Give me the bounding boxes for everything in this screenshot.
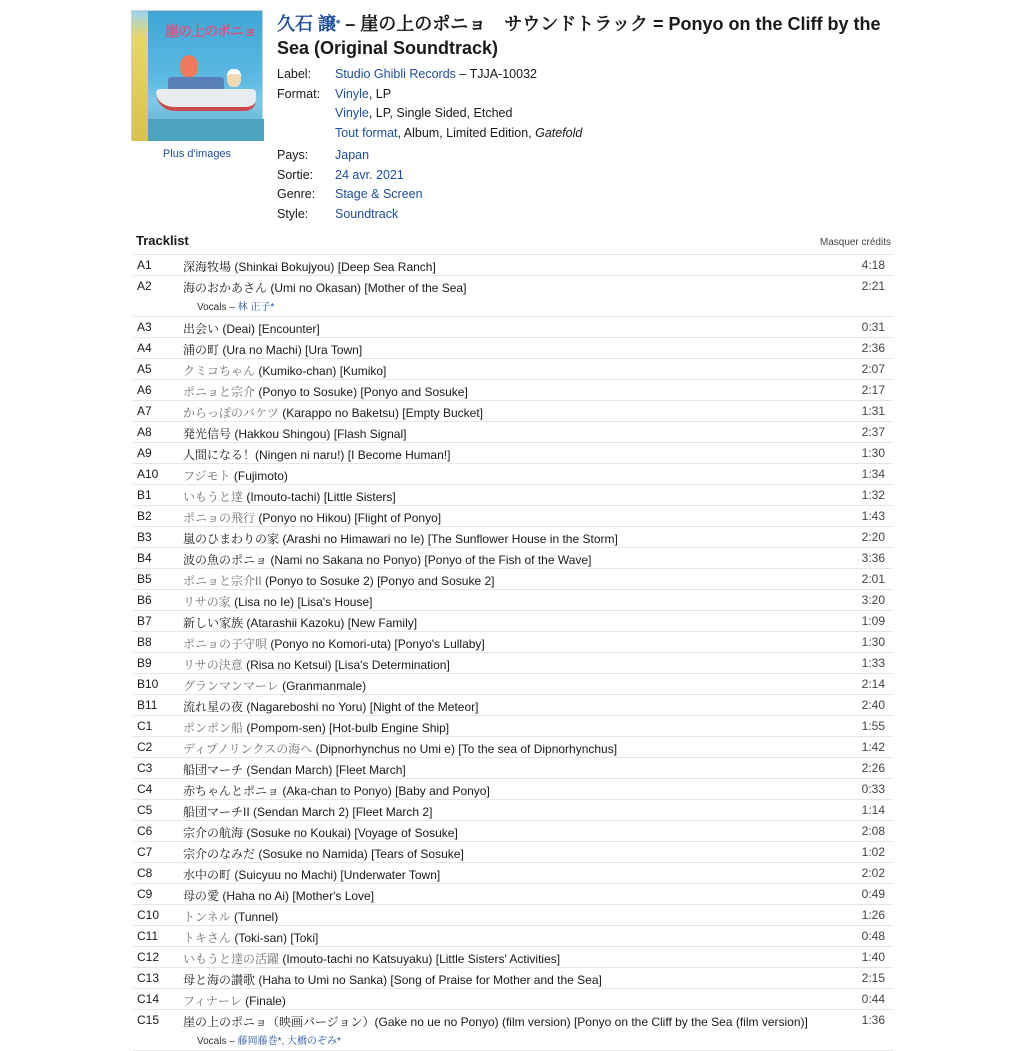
track-title: (Risa no Ketsui) [Lisa's Determination]	[242, 658, 450, 672]
track-position: B3	[137, 530, 152, 544]
cover-section	[131, 10, 263, 160]
track-row	[133, 653, 893, 674]
track-duration: 2:07	[861, 362, 885, 376]
track-position: C15	[137, 1013, 160, 1027]
track-duration: 1:34	[861, 467, 885, 481]
track-position: A8	[137, 425, 152, 439]
track-title-jp: ディプノリンクスの海へ	[183, 742, 313, 756]
profile-row-genre	[277, 185, 887, 205]
track-duration: 2:14	[861, 677, 885, 691]
track-title-jp: 水中の町	[183, 868, 232, 882]
profile-row-format	[277, 85, 887, 144]
track-title-jp: ポンポン船	[183, 721, 244, 735]
track-duration: 0:31	[861, 320, 885, 334]
track-position: B8	[137, 635, 152, 649]
release-title-text: – 崖の上のポニョ サウンドトラック = Ponyo on the Cliff by the Sea (Original Soundtrack)	[277, 14, 881, 58]
track-row	[133, 758, 893, 779]
track-position: C8	[137, 866, 153, 880]
track-title-cell	[183, 404, 833, 421]
track-duration: 3:20	[861, 593, 885, 607]
format-detail: , Album, Limited Edition,	[397, 125, 536, 140]
track-position: B10	[137, 677, 159, 691]
profile-row-style	[277, 205, 887, 225]
track-title: (Ponyo no Komori-uta) [Ponyo's Lullaby]	[267, 637, 485, 651]
track-row	[133, 255, 893, 276]
ponyo-figure	[180, 55, 198, 77]
track-row	[133, 716, 893, 737]
track-position: C11	[137, 929, 159, 943]
track-title-cell	[183, 824, 833, 841]
track-title: (Ponyo no Hikou) [Flight of Ponyo]	[255, 511, 442, 525]
format-detail: , LP, Single Sided, Etched	[368, 106, 513, 120]
track-row	[133, 821, 893, 842]
track-title-cell	[183, 782, 833, 799]
track-title-jp: 海のおかあさん	[183, 281, 268, 295]
track-title-cell	[183, 551, 833, 568]
track-row	[133, 506, 893, 527]
track-duration: 1:55	[861, 719, 885, 733]
track-duration: 2:08	[861, 824, 885, 838]
track-title-cell	[183, 425, 833, 442]
track-title-cell	[183, 971, 833, 988]
track-title-jp: いもうと達の活躍	[183, 952, 280, 966]
track-title-jp: からっぽのバケツ	[183, 406, 279, 420]
track-title: (Toki-san) [Toki]	[231, 931, 319, 945]
track-row	[133, 569, 893, 590]
track-title: (Arashi no Himawari no Ie) [The Sunflower House in the Storm]	[279, 532, 618, 546]
release-date-link[interactable]: 24 avr. 2021	[335, 167, 404, 182]
track-title-jp: 崖の上のポニョ（映画バージョン）	[183, 1015, 375, 1029]
track-duration: 2:02	[861, 866, 885, 880]
profile-row-released	[277, 166, 887, 186]
track-title-jp: 嵐のひまわりの家	[183, 532, 280, 546]
track-title: (Ponyo to Sosuke 2) [Ponyo and Sosuke 2]	[261, 574, 495, 588]
track-row	[133, 884, 893, 905]
track-rows	[133, 255, 893, 1051]
track-row	[133, 485, 893, 506]
track-title: (Ningen ni naru!) [I Become Human!]	[255, 448, 451, 462]
track-position: A3	[137, 320, 152, 334]
track-position: C12	[137, 950, 160, 964]
track-row	[133, 401, 893, 422]
profile-key: Pays:	[277, 148, 309, 162]
track-title-jp: ポニョの子守唄	[183, 637, 268, 651]
track-duration: 2:36	[861, 341, 885, 355]
track-title-cell	[183, 887, 833, 904]
track-title-jp: ポニョと宗介II	[183, 574, 262, 588]
profile-key: Label:	[277, 67, 312, 81]
track-duration: 2:15	[861, 971, 885, 985]
artist-star: *	[336, 18, 341, 30]
track-title: (Nagareboshi no Yoru) [Night of the Meteor]	[243, 700, 479, 714]
track-duration: 1:32	[861, 488, 885, 502]
track-title-jp: 深海牧場	[183, 260, 232, 274]
tracklist-header	[133, 232, 893, 255]
track-duration: 1:30	[861, 446, 885, 460]
track-duration: 1:36	[861, 1013, 885, 1027]
track-position: C7	[137, 845, 153, 859]
track-position: B9	[137, 656, 152, 670]
track-title-cell	[183, 320, 833, 337]
track-row	[133, 548, 893, 569]
track-title-cell	[183, 362, 833, 379]
country-link[interactable]: Japan	[335, 148, 370, 162]
track-position: A9	[137, 446, 152, 460]
track-duration: 2:20	[861, 530, 885, 544]
track-title-cell	[183, 908, 833, 925]
track-title-cell	[183, 1013, 833, 1050]
track-title-jp: 人間になる！	[183, 448, 256, 462]
track-position: B7	[137, 614, 152, 628]
track-title-cell	[183, 635, 833, 652]
track-position: C4	[137, 782, 153, 796]
track-title: (Sendan March) [Fleet March]	[243, 763, 406, 777]
track-title-cell	[183, 572, 833, 589]
obi-strip	[132, 11, 148, 141]
track-title-jp: 発光信号	[183, 427, 232, 441]
track-title-jp: 宗介の航海	[183, 826, 244, 840]
track-position: A6	[137, 383, 152, 397]
track-title-cell	[183, 383, 833, 400]
catalog-number: – TJJA-10032	[455, 67, 537, 81]
track-position: C5	[137, 803, 153, 817]
track-row	[133, 905, 893, 926]
track-position: C10	[137, 908, 160, 922]
track-duration: 1:43	[861, 509, 885, 523]
profile-key: Format:	[277, 86, 321, 101]
track-row	[133, 779, 893, 800]
track-row	[133, 800, 893, 821]
track-title-cell	[183, 593, 833, 610]
track-title: (Shinkai Bokujyou) [Deep Sea Ranch]	[231, 260, 436, 274]
track-title: (Granmanmale)	[278, 679, 367, 693]
track-position: B2	[137, 509, 152, 523]
track-row	[133, 590, 893, 611]
track-title-cell	[183, 341, 833, 358]
style-link[interactable]: Soundtrack	[335, 206, 399, 221]
track-row	[133, 968, 893, 989]
track-title: (Haha to Umi no Sanka) [Song of Praise for Mother and the Sea]	[255, 973, 602, 987]
track-title-cell	[183, 530, 833, 547]
water-shape	[148, 119, 264, 141]
profile-row-country	[277, 146, 887, 166]
track-duration: 0:44	[861, 992, 885, 1006]
track-title: (Umi no Okasan) [Mother of the Sea]	[267, 281, 467, 295]
album-cover-image[interactable]	[131, 10, 263, 140]
track-title-cell	[183, 992, 833, 1009]
track-title-jp: クミコちゃん	[183, 364, 256, 378]
track-title-cell	[183, 803, 833, 820]
track-row	[133, 317, 893, 338]
track-title: (Haha no Ai) [Mother's Love]	[219, 889, 375, 903]
track-row	[133, 842, 893, 863]
track-title: (Ponyo to Sosuke) [Ponyo and Sosuke]	[255, 385, 468, 399]
track-position: A7	[137, 404, 152, 418]
track-title: (Ura no Machi) [Ura Town]	[219, 343, 363, 357]
track-position: A1	[137, 258, 152, 272]
track-title-jp: 浦の町	[183, 343, 220, 357]
track-position: B4	[137, 551, 152, 565]
track-row	[133, 737, 893, 758]
track-row	[133, 443, 893, 464]
track-title-cell	[183, 614, 833, 631]
track-position: B6	[137, 593, 152, 607]
track-title: (Suicyuu no Machi) [Underwater Town]	[231, 868, 441, 882]
track-duration: 0:48	[861, 929, 885, 943]
track-title: (Fujimoto)	[230, 469, 288, 483]
track-title: (Nami no Sakana no Ponyo) [Ponyo of the Fish of the Wave]	[267, 553, 592, 567]
track-row	[133, 338, 893, 359]
profile-key: Style:	[277, 206, 309, 221]
profile-row-label	[277, 65, 887, 85]
track-title: (Aka-chan to Ponyo) [Baby and Ponyo]	[279, 784, 490, 798]
track-title-jp: トンネル	[183, 910, 231, 924]
track-title-cell	[183, 258, 833, 275]
track-position: A4	[137, 341, 152, 355]
track-row	[133, 464, 893, 485]
track-row	[133, 276, 893, 317]
track-title-jp: 赤ちゃんとポニョ	[183, 784, 280, 798]
track-credit	[183, 296, 833, 316]
track-title-jp: ポニョの飛行	[183, 511, 256, 525]
track-position: C14	[137, 992, 160, 1006]
track-duration: 1:02	[861, 845, 885, 859]
credit-role: Vocals –	[197, 1036, 238, 1047]
track-title-cell	[183, 677, 833, 694]
track-duration: 1:40	[861, 950, 885, 964]
track-title-jp: 船団マーチ	[183, 763, 244, 777]
track-title-jp: リサの決意	[183, 658, 243, 672]
track-title: (Pompom-sen) [Hot-bulb Engine Ship]	[243, 721, 450, 735]
tracklist-section	[133, 232, 893, 1051]
track-title-jp: 母と海の讃歌	[183, 973, 256, 987]
track-credit	[183, 1030, 833, 1050]
track-position: A5	[137, 362, 152, 376]
release-title	[277, 12, 887, 60]
track-title: (Imouto-tachi) [Little Sisters]	[243, 490, 396, 504]
track-title-cell	[183, 950, 833, 967]
track-row	[133, 527, 893, 548]
track-duration: 4:18	[861, 258, 885, 272]
track-title-cell	[183, 866, 833, 883]
more-images-link[interactable]: Plus d'images	[162, 148, 232, 160]
track-title-cell	[183, 719, 833, 736]
track-title-jp: 船団マーチII	[183, 805, 250, 819]
format-detail: , LP	[368, 86, 392, 101]
profile-key: Sortie:	[277, 167, 314, 182]
track-position: C6	[137, 824, 153, 838]
track-title: (Lisa no Ie) [Lisa's House]	[230, 595, 373, 609]
artist-link[interactable]	[277, 14, 340, 34]
track-title-jp: 波の魚のポニョ	[183, 553, 268, 567]
track-title-cell	[183, 446, 833, 463]
track-title: (Finale)	[241, 994, 286, 1008]
track-title: (Sosuke no Namida) [Tears of Sosuke]	[255, 847, 464, 861]
track-title-jp: 宗介のなみだ	[183, 847, 256, 861]
sosuke-figure	[227, 69, 241, 87]
track-title-cell	[183, 740, 833, 757]
track-title-cell	[183, 467, 833, 484]
track-duration: 1:30	[861, 635, 885, 649]
track-row	[133, 359, 893, 380]
track-duration: 1:31	[861, 404, 885, 418]
track-title-jp: 出会い	[183, 322, 220, 336]
track-title: (Sendan March 2) [Fleet March 2]	[249, 805, 433, 819]
credit-artist-link[interactable]: 藤岡藤巻*, 大橋のぞみ*	[237, 1036, 341, 1047]
release-profile	[277, 65, 887, 224]
cover-title-text: 崖の上のポニョ	[165, 23, 256, 39]
track-title-cell	[183, 698, 833, 715]
track-title-jp: グランマンマーレ	[183, 679, 279, 693]
track-title-cell	[183, 761, 833, 778]
track-title-jp: 流れ星の夜	[183, 700, 244, 714]
track-duration: 1:42	[861, 740, 885, 754]
label-link[interactable]: Studio Ghibli Records	[335, 67, 456, 81]
artist-name[interactable]: 久石 譲	[277, 14, 337, 34]
track-duration: 2:37	[861, 425, 885, 439]
genre-link[interactable]: Stage & Screen	[335, 187, 423, 201]
track-title-jp: いもうと達	[183, 490, 244, 504]
track-title-cell	[183, 279, 833, 316]
track-position: C3	[137, 761, 153, 775]
track-title-cell	[183, 845, 833, 862]
track-row	[133, 989, 893, 1010]
track-title: (Deai) [Encounter]	[219, 322, 320, 336]
track-row	[133, 380, 893, 401]
track-position: C13	[137, 971, 160, 985]
track-row	[133, 695, 893, 716]
track-title: (Sosuke no Koukai) [Voyage of Sosuke]	[243, 826, 458, 840]
track-duration: 1:09	[861, 614, 885, 628]
boat-shape	[156, 89, 256, 111]
track-duration: 1:14	[861, 803, 885, 817]
track-title: (Tunnel)	[230, 910, 279, 924]
profile-key: Genre:	[277, 187, 316, 201]
track-duration: 2:01	[861, 572, 885, 586]
format-link[interactable]: Vinyle	[335, 106, 369, 120]
track-position: C2	[137, 740, 153, 754]
track-duration: 2:26	[861, 761, 885, 775]
track-title: (Dipnorhynchus no Umi e) [To the sea of Dipnorhynchus]	[312, 742, 618, 756]
track-row	[133, 863, 893, 884]
track-title-jp: 母の愛	[183, 889, 220, 903]
track-title-cell	[183, 509, 833, 526]
track-duration: 0:33	[861, 782, 885, 796]
track-position: A10	[137, 467, 159, 481]
track-title-cell	[183, 656, 833, 673]
track-duration: 1:33	[861, 656, 885, 670]
track-position: A2	[137, 279, 152, 293]
tracklist-heading: Tracklist	[136, 233, 189, 248]
track-title-jp: 新しい家族	[183, 616, 244, 630]
track-duration: 1:26	[861, 908, 885, 922]
track-row	[133, 1010, 893, 1051]
format-link[interactable]: Tout format	[335, 125, 398, 140]
track-duration: 2:17	[861, 383, 885, 397]
track-duration: 2:40	[861, 698, 885, 712]
track-title: (Karappo no Baketsu) [Empty Bucket]	[278, 406, 483, 420]
hide-credits-toggle[interactable]: Masquer crédits	[819, 237, 891, 248]
track-row	[133, 611, 893, 632]
track-duration: 0:49	[861, 887, 885, 901]
track-title-jp: フジモト	[183, 469, 231, 483]
track-duration: 3:36	[861, 551, 885, 565]
track-title: (Gake no ue no Ponyo) (film version) [Ponyo on the Cliff by the Sea (film version)]	[374, 1015, 808, 1029]
format-detail-italic: Gatefold	[535, 125, 583, 140]
track-title-jp: リサの家	[183, 595, 231, 609]
track-title-cell	[183, 929, 833, 946]
track-title: (Atarashii Kazoku) [New Family]	[243, 616, 418, 630]
track-row	[133, 632, 893, 653]
track-row	[133, 674, 893, 695]
track-title: (Imouto-tachi no Katsuyaku) [Little Sisters' Activities]	[279, 952, 561, 966]
track-row	[133, 422, 893, 443]
release-header	[277, 12, 887, 224]
track-title: (Hakkou Shingou) [Flash Signal]	[231, 427, 407, 441]
format-link[interactable]: Vinyle	[335, 86, 369, 101]
track-position: B11	[137, 698, 158, 712]
track-title-cell	[183, 488, 833, 505]
track-duration: 2:21	[861, 279, 885, 293]
track-title-jp: トキさん	[183, 931, 232, 945]
track-position: B1	[137, 488, 152, 502]
track-title: (Kumiko-chan) [Kumiko]	[255, 364, 387, 378]
track-title-jp: ポニョと宗介	[183, 385, 256, 399]
track-position: B5	[137, 572, 152, 586]
credit-role: Vocals –	[197, 302, 238, 313]
credit-artist-link[interactable]: 林 正子*	[237, 302, 275, 313]
track-position: C9	[137, 887, 153, 901]
track-title-jp: フィナーレ	[183, 994, 242, 1008]
track-row	[133, 947, 893, 968]
track-position: C1	[137, 719, 153, 733]
track-row	[133, 926, 893, 947]
